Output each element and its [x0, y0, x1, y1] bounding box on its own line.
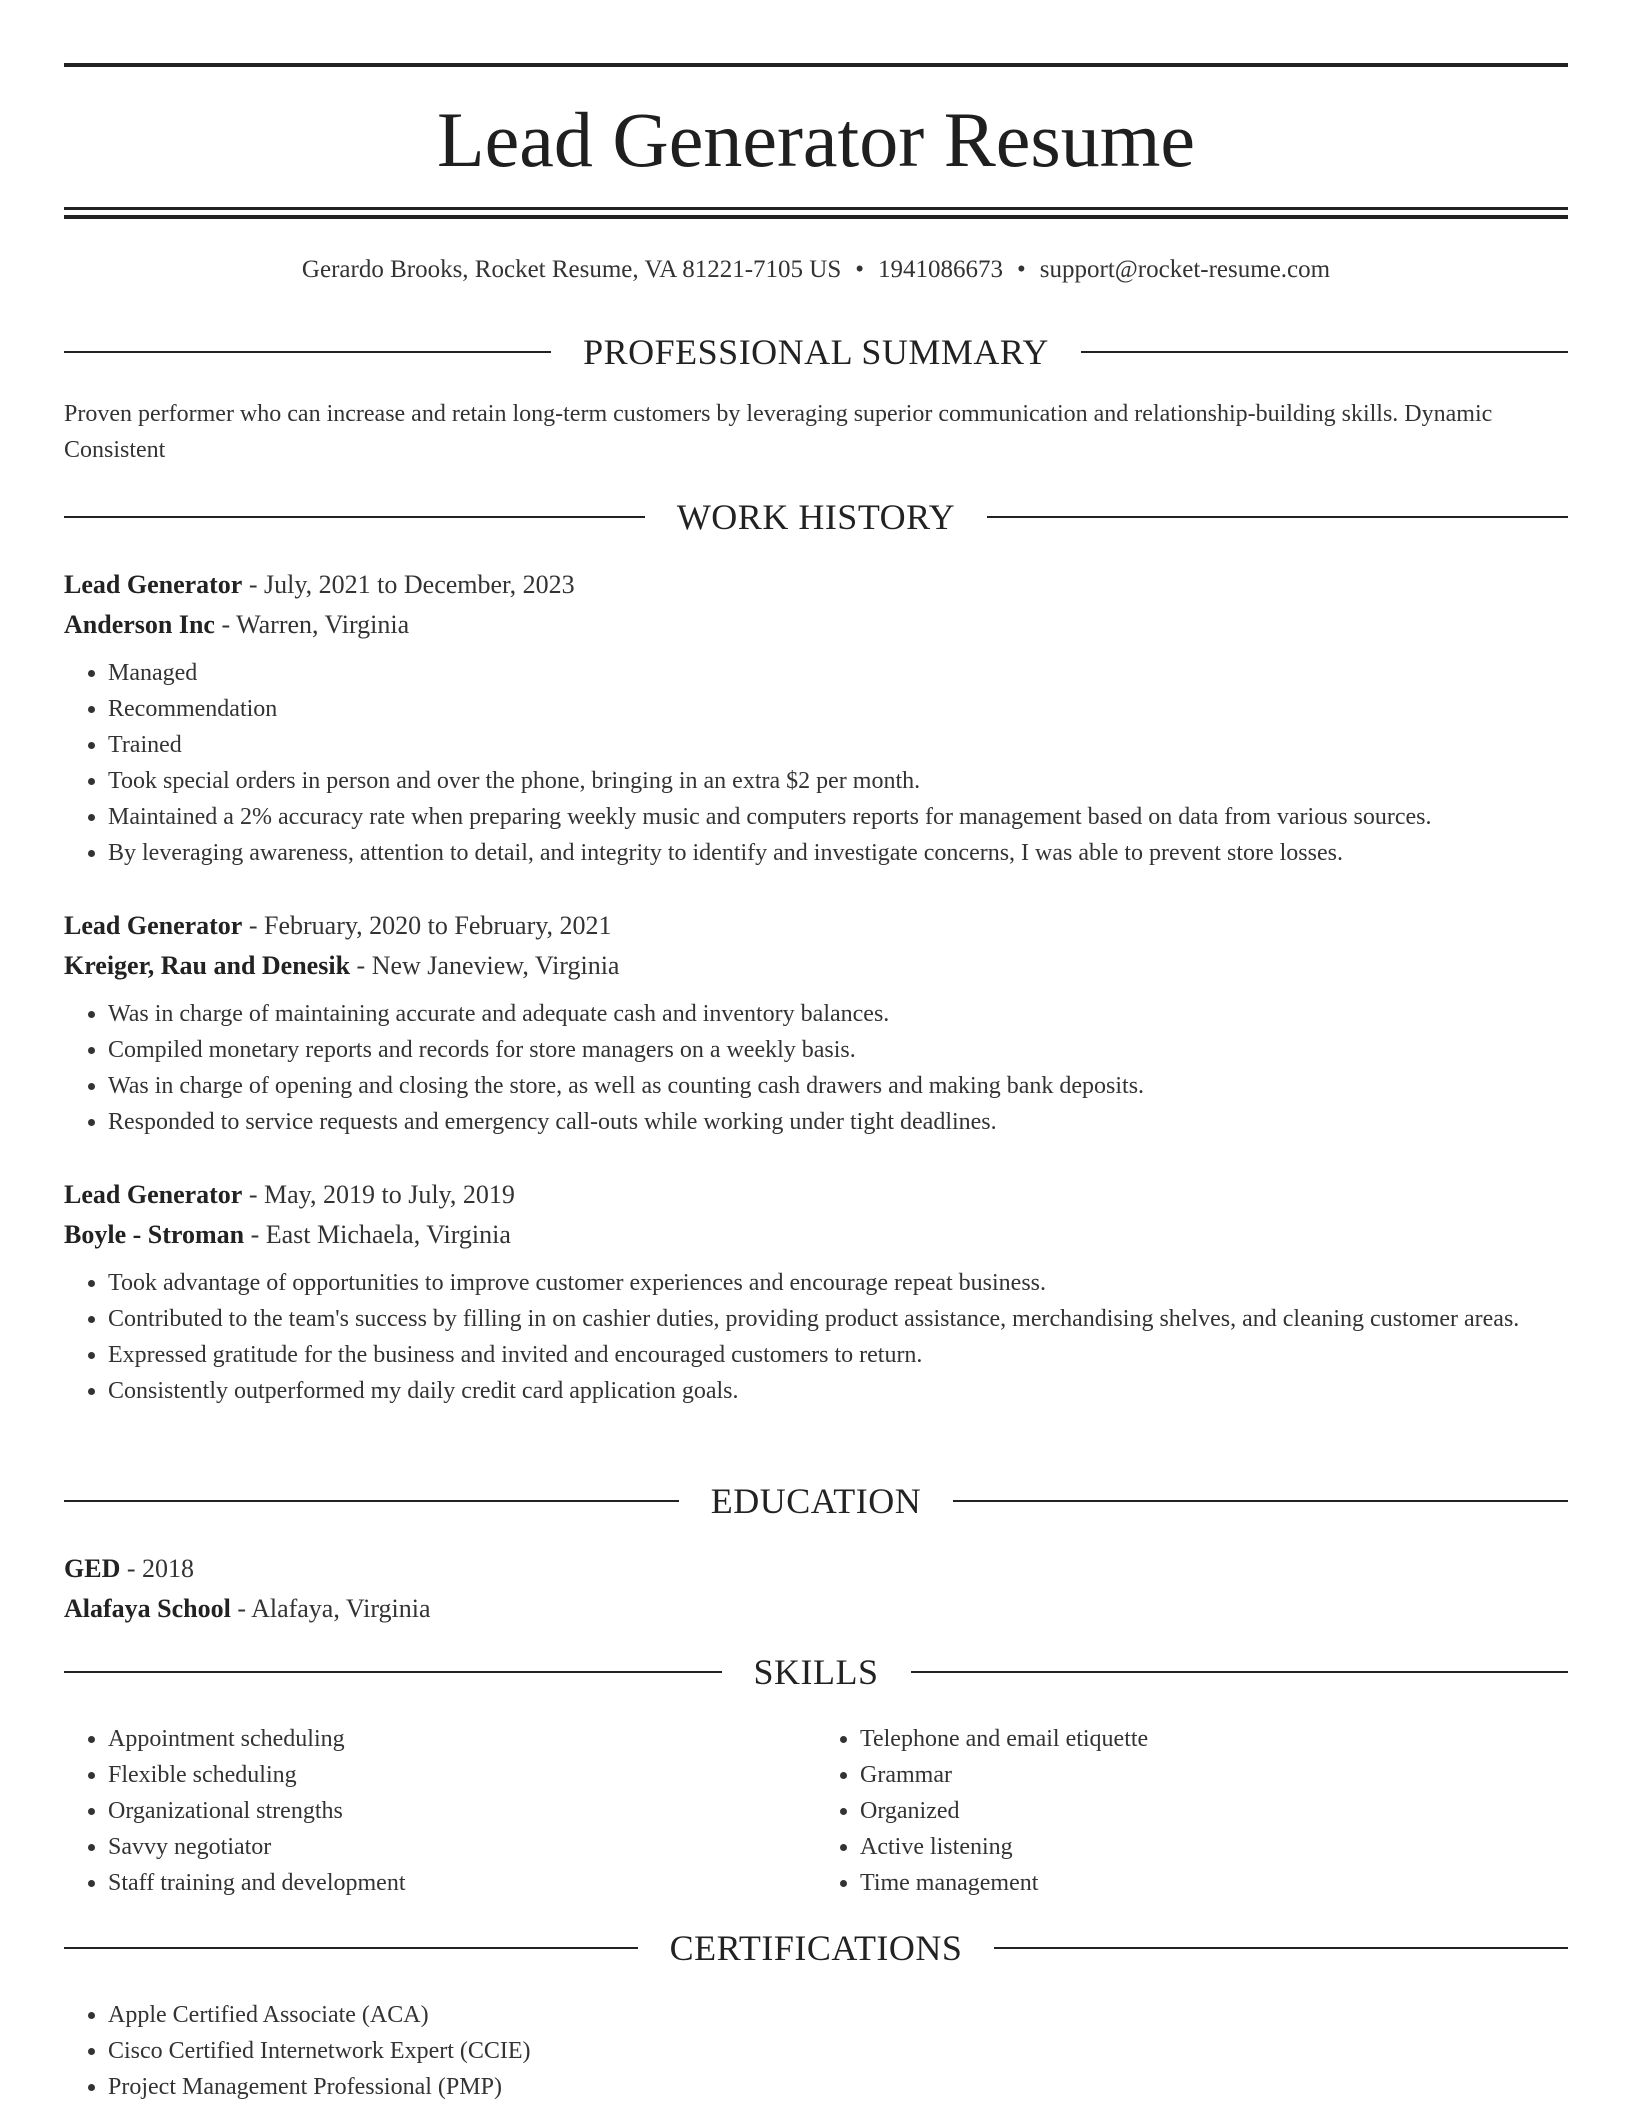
skills-heading	[64, 1649, 1568, 1695]
list-item: • Recommendation	[108, 691, 1568, 727]
contact-phone: 1941086673	[878, 256, 1004, 283]
work-heading	[64, 494, 1568, 540]
job-title-line	[64, 906, 1568, 946]
heading-rule-left	[64, 1947, 638, 1949]
skill-item: • Organizational strengths	[108, 1793, 816, 1829]
skill-item: • Telephone and email etiquette	[860, 1721, 1568, 1757]
skill-item: • Flexible scheduling	[108, 1757, 816, 1793]
job-title: Lead Generator	[64, 911, 243, 940]
heading-rule-right	[987, 516, 1568, 518]
heading-rule-right	[953, 1500, 1568, 1502]
list-item: • Consistently outperformed my daily credit card application goals.	[108, 1373, 1568, 1409]
list-item: • Maintained a 2% accuracy rate when preparing weekly music and computers reports for management based on data from various sources.	[108, 799, 1568, 835]
job-dates: - February, 2020 to February, 2021	[242, 911, 612, 940]
skills-list-left	[64, 1721, 816, 1901]
header-bottom-rule	[64, 207, 1568, 210]
contact-email: support@rocket-resume.com	[1039, 256, 1331, 283]
work-heading-label: WORK HISTORY	[676, 497, 956, 537]
list-item: • Compiled monetary reports and records for store managers on a weekly basis.	[108, 1032, 1568, 1068]
job-location: - Warren, Virginia	[214, 610, 410, 639]
job-company: Kreiger, Rau and Denesik	[64, 951, 351, 980]
skills-heading-label: SKILLS	[753, 1652, 879, 1692]
list-item: • Took advantage of opportunities to improve customer experiences and encourage repeat business.	[108, 1265, 1568, 1301]
list-item: • Contributed to the team's success by filling in on cashier duties, providing product assistance, merchandising shelves, and cleaning customer areas.	[108, 1301, 1568, 1337]
list-item: • Took special orders in person and over the phone, bringing in an extra $2 per month.	[108, 763, 1568, 799]
job-entry	[64, 565, 1568, 871]
certifications-heading	[64, 1925, 1568, 1971]
skill-item: • Appointment scheduling	[108, 1721, 816, 1757]
job-title: Lead Generator	[64, 1180, 243, 1209]
header-top-rule	[64, 63, 1568, 67]
contact-separator: •	[1017, 256, 1026, 283]
job-bullets	[64, 996, 1568, 1140]
heading-rule-right	[911, 1671, 1569, 1673]
certifications-list	[64, 1997, 1568, 2105]
list-item: • Was in charge of maintaining accurate and adequate cash and inventory balances.	[108, 996, 1568, 1032]
list-item: • By leveraging awareness, attention to detail, and integrity to identify and investigate concerns, I was able to prevent store losses.	[108, 835, 1568, 871]
certifications-heading-label: CERTIFICATIONS	[669, 1928, 963, 1968]
certifications-block	[64, 1997, 1568, 2105]
header-bottom-rule-thick	[64, 215, 1568, 219]
job-company: Boyle - Stroman	[64, 1220, 245, 1249]
skills-list-right	[816, 1721, 1568, 1901]
job-company-line	[64, 605, 1568, 645]
job-company-line	[64, 1215, 1568, 1255]
job-title-line	[64, 565, 1568, 605]
education-location: - Alafaya, Virginia	[230, 1594, 431, 1623]
heading-rule-left	[64, 1671, 722, 1673]
list-item: • Expressed gratitude for the business and invited and encouraged customers to return.	[108, 1337, 1568, 1373]
job-bullets	[64, 1265, 1568, 1409]
heading-rule-left	[64, 351, 551, 353]
heading-rule-right	[1081, 351, 1568, 353]
contact-line	[64, 252, 1568, 288]
summary-heading-label: PROFESSIONAL SUMMARY	[583, 332, 1049, 372]
heading-rule-left	[64, 516, 645, 518]
job-company: Anderson Inc	[64, 610, 215, 639]
skill-item: • Staff training and development	[108, 1865, 816, 1901]
job-title-line	[64, 1175, 1568, 1215]
summary-text: Proven performer who can increase and retain long-term customers by leveraging superior communication and relationship-building skills. Dynamic Consistent	[64, 401, 1493, 463]
education-heading-label: EDUCATION	[710, 1481, 922, 1521]
education-school: Alafaya School	[64, 1594, 231, 1623]
certification-item: • Cisco Certified Internetwork Expert (CCIE)	[108, 2033, 1568, 2069]
job-dates: - July, 2021 to December, 2023	[242, 570, 575, 599]
skill-item: • Time management	[860, 1865, 1568, 1901]
list-item: • Managed	[108, 655, 1568, 691]
summary-heading	[64, 329, 1568, 375]
skill-item: • Organized	[860, 1793, 1568, 1829]
heading-rule-left	[64, 1500, 679, 1502]
skill-item: • Active listening	[860, 1829, 1568, 1865]
skills-block	[64, 1721, 1568, 1901]
summary-block	[64, 396, 1568, 468]
certification-item: • Apple Certified Associate (ACA)	[108, 1997, 1568, 2033]
document-title: Lead Generator Resume	[437, 96, 1195, 183]
heading-rule-right	[994, 1947, 1568, 1949]
education-degree: GED	[64, 1554, 121, 1583]
education-school-line	[64, 1589, 1568, 1629]
certification-item: • Project Management Professional (PMP)	[108, 2069, 1568, 2105]
skill-item: • Grammar	[860, 1757, 1568, 1793]
job-dates: - May, 2019 to July, 2019	[242, 1180, 515, 1209]
job-location: - East Michaela, Virginia	[244, 1220, 511, 1249]
list-item: • Trained	[108, 727, 1568, 763]
job-bullets	[64, 655, 1568, 871]
education-entry	[64, 1549, 1568, 1629]
list-item: • Responded to service requests and emergency call-outs while working under tight deadlines.	[108, 1104, 1568, 1140]
job-entry	[64, 906, 1568, 1140]
contact-separator: •	[855, 256, 865, 283]
list-item: • Was in charge of opening and closing the store, as well as counting cash drawers and making bank deposits.	[108, 1068, 1568, 1104]
job-title: Lead Generator	[64, 570, 243, 599]
education-heading	[64, 1478, 1568, 1524]
job-company-line	[64, 946, 1568, 986]
contact-address: Gerardo Brooks, Rocket Resume, VA 81221-7105 US	[301, 256, 842, 283]
education-year: - 2018	[120, 1554, 195, 1583]
job-entry	[64, 1175, 1568, 1409]
skill-item: • Savvy negotiator	[108, 1829, 816, 1865]
education-degree-line	[64, 1549, 1568, 1589]
job-location: - New Janeview, Virginia	[350, 951, 620, 980]
